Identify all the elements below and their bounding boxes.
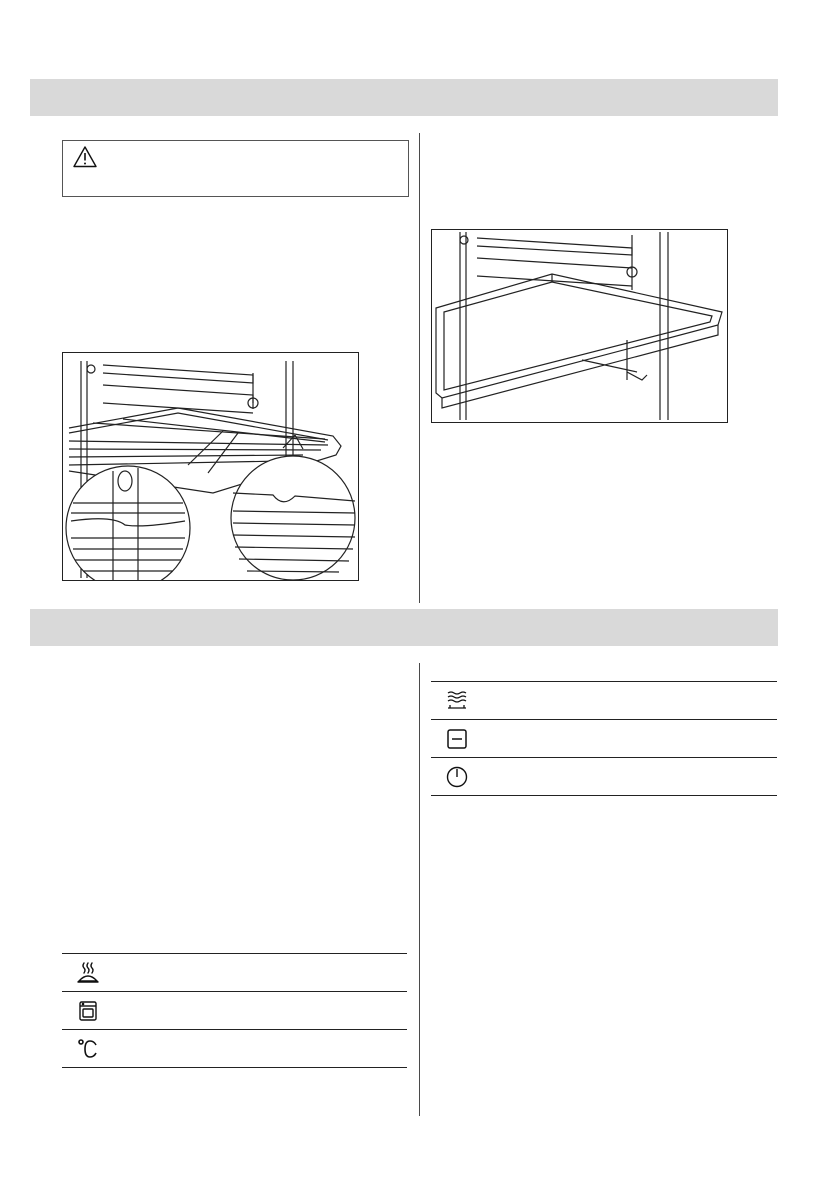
- celsius-icon: [76, 1037, 100, 1061]
- baking-tray-illustration: [432, 230, 727, 422]
- column-divider-bottom: [419, 663, 420, 1116]
- table-row: [431, 757, 777, 796]
- table-row: [431, 719, 777, 757]
- warning-triangle-icon: [73, 146, 97, 168]
- clock-icon: [445, 765, 469, 789]
- table-row: [62, 953, 407, 991]
- section-header-band-2: [30, 609, 778, 646]
- symbol-table-left: [62, 953, 407, 1068]
- steam-dish-icon: [76, 961, 100, 985]
- table-row: [431, 681, 777, 719]
- baking-tray-figure: [431, 229, 728, 423]
- wire-shelf-figure: [62, 352, 359, 581]
- table-row: [62, 1029, 407, 1068]
- wire-shelf-illustration: [63, 353, 358, 580]
- warning-box: [62, 140, 409, 197]
- oven-icon: [76, 999, 100, 1023]
- column-divider-top: [419, 133, 420, 603]
- symbol-table-right: [431, 681, 777, 796]
- table-row: [62, 991, 407, 1029]
- minus-box-icon: [445, 727, 469, 751]
- section-header-band-1: [30, 79, 778, 116]
- heat-element-icon: [445, 689, 469, 713]
